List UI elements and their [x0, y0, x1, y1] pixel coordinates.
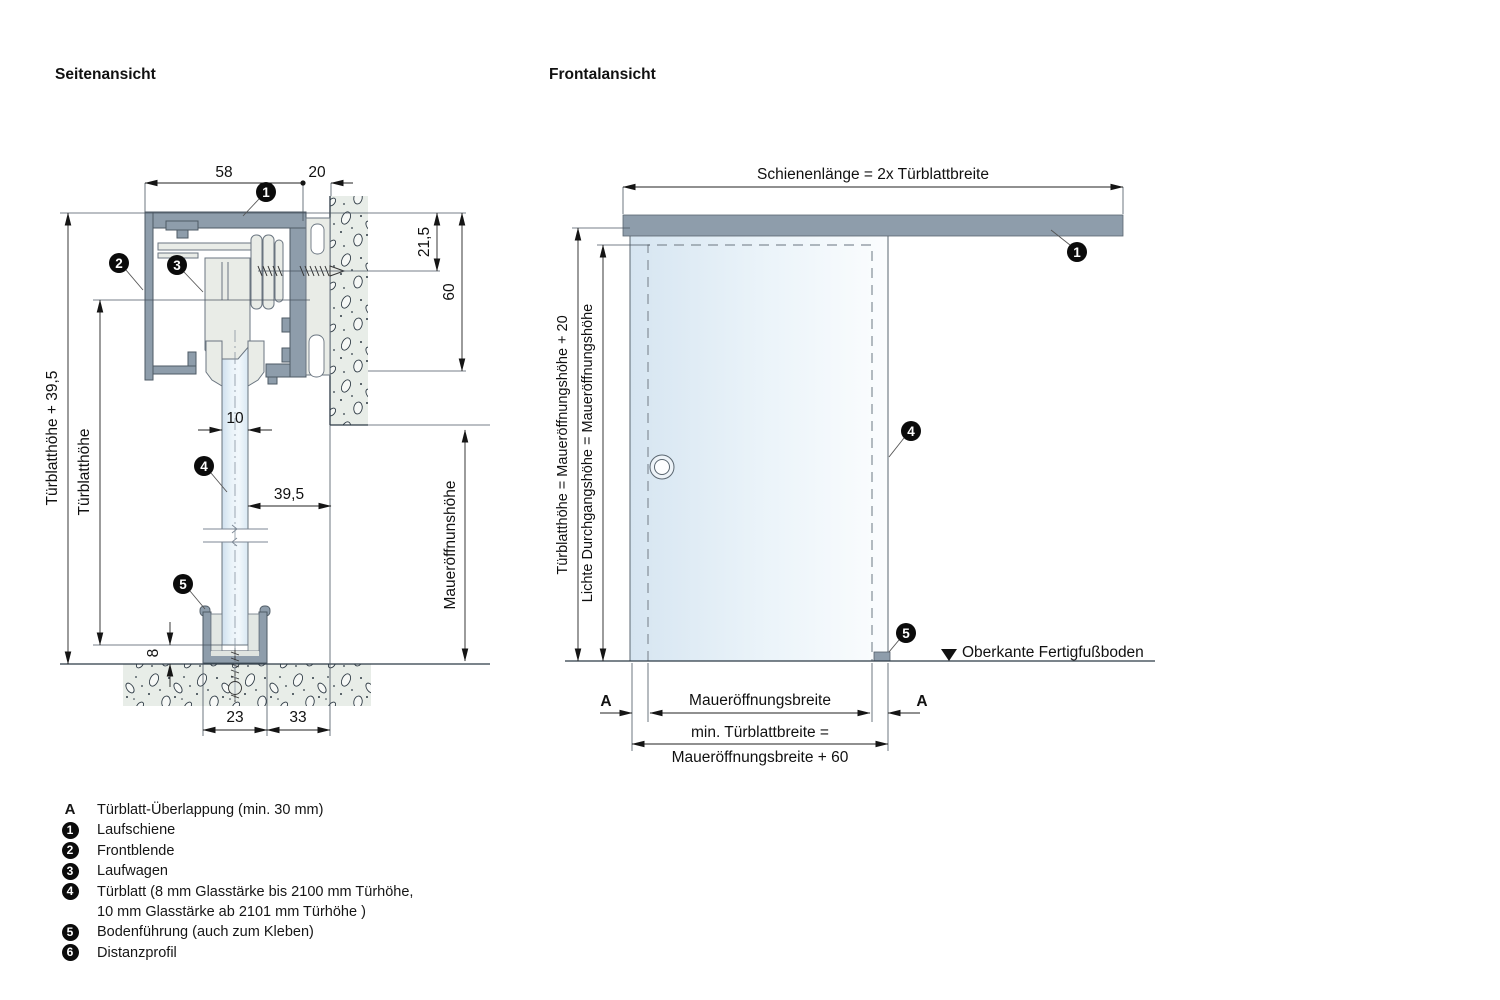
dim-floor-gap: 8: [145, 648, 162, 658]
floor-section: [123, 664, 371, 706]
legend-row-door-panel: [55, 882, 413, 923]
legend-balloon-4: 4: [62, 883, 79, 900]
balloon-1-track: [243, 182, 276, 216]
front-view-title: Frontalansicht: [549, 66, 656, 83]
dim-door-height: Türblatthöhe: [76, 428, 93, 516]
balloon-5-guide-front: [889, 623, 916, 652]
legend-row-distance-profile: [55, 943, 413, 963]
legend-balloon-6: 6: [62, 944, 79, 961]
track-right-leg: [290, 228, 306, 377]
svg-text:1: 1: [262, 184, 270, 200]
hanger-bolt-stem: [177, 230, 188, 238]
svg-text:3: 3: [173, 257, 181, 273]
grip-hole: [650, 455, 674, 479]
dim-guide-width: 23: [226, 709, 244, 726]
dim-profile-height: 60: [441, 283, 458, 301]
balloon-4-glass-front: [889, 421, 921, 457]
glass-clamp-right: [248, 341, 264, 386]
legend-label: Laufwagen: [97, 863, 168, 880]
dim-wall-offset: 20: [308, 164, 326, 181]
balloon-3-carriage: [167, 255, 203, 292]
legend-row-front-cover: [55, 841, 413, 861]
carriage-plate: [158, 243, 260, 250]
balloon-5-floor-guide: [173, 574, 205, 609]
dim-passage-height: Lichte Durchgangshöhe = Maueröffnungshöhe: [580, 303, 596, 603]
dim-min-door-width-2: Maueröffnungsbreite + 60: [671, 749, 849, 766]
balloon-2-front-cover: [109, 253, 143, 290]
roller-wheel: [263, 235, 274, 309]
dim-wall-opening-height: Maueröffnunshöhe: [442, 480, 459, 610]
dim-wall-opening-width: Maueröffnungsbreite: [689, 692, 831, 709]
svg-text:5: 5: [902, 625, 910, 641]
legend-label: Bodenführung (auch zum Kleben): [97, 924, 314, 941]
svg-text:1: 1: [1073, 244, 1081, 260]
svg-text:4: 4: [200, 458, 208, 474]
track-notch-2: [282, 348, 290, 362]
svg-text:2: 2: [115, 255, 123, 271]
floor-guide-front: [874, 652, 890, 661]
legend-label: Distanzprofil: [97, 944, 177, 961]
side-view-title: Seitenansicht: [55, 66, 156, 83]
front-cover-return: [153, 366, 196, 374]
balloons-front: [889, 230, 1087, 652]
track-foot: [266, 364, 290, 377]
dim-overlap-right: A: [916, 693, 928, 710]
legend-balloon-2: 2: [62, 842, 79, 859]
glass-clamp-left: [206, 341, 222, 386]
legend-row-floor-guide: [55, 922, 413, 942]
front-cover-profile: [145, 212, 153, 380]
legend-label-line1: Türblatt (8 mm Glasstärke bis 2100 mm Türhöhe,: [97, 883, 414, 900]
legend-label-line2: 10 mm Glasstärke ab 2101 mm Türhöhe ): [97, 904, 366, 921]
side-view: [44, 164, 490, 736]
dim-door-height-front: Türblatthöhe = Maueröffnungshöhe + 20: [555, 315, 571, 575]
legend-balloon-1: 1: [62, 822, 79, 839]
legend-row-rail: [55, 820, 413, 840]
legend-label: [97, 882, 413, 923]
dim-screw-offset: 21,5: [416, 226, 433, 258]
running-rail: [623, 215, 1123, 236]
hanger-bolt: [166, 221, 198, 230]
svg-text:5: 5: [179, 576, 187, 592]
dim-glass-wall-gap: 39,5: [273, 486, 305, 503]
floor-level-label: Oberkante Fertigfußboden: [962, 644, 1144, 661]
legend-balloon-5: 5: [62, 924, 79, 941]
svg-text:4: 4: [907, 423, 915, 439]
legend-row-overlap: [55, 800, 413, 820]
front-cover-tab: [188, 352, 196, 366]
track-notch-1: [282, 318, 290, 332]
legend-label: Türblatt-Überlappung (min. 30 mm): [97, 802, 324, 818]
wall-section: [330, 196, 368, 425]
legend: [55, 800, 413, 963]
dim-door-height-plus: Türblatthöhe + 39,5: [44, 370, 61, 506]
track-foot-tab: [268, 377, 277, 384]
legend-row-carriage: [55, 861, 413, 881]
distance-profile: [306, 218, 330, 377]
floor-level-marker: [941, 649, 957, 661]
dim-overlap-left: A: [600, 693, 612, 710]
dim-rail-length: Schienenlänge = 2x Türblattbreite: [757, 166, 989, 183]
legend-label: Laufschiene: [97, 822, 176, 839]
front-view: [555, 166, 1155, 766]
dim-glass-thickness: 10: [226, 410, 244, 427]
legend-label: Frontblende: [97, 842, 175, 859]
dim-track-width: 58: [215, 164, 233, 181]
glass-door-front: [630, 228, 888, 661]
legend-key-A: A: [64, 801, 76, 818]
dim-guide-wall-gap: 33: [289, 709, 307, 726]
legend-balloon-3: 3: [62, 863, 79, 880]
dim-min-door-width-1: min. Türblattbreite =: [691, 724, 829, 741]
